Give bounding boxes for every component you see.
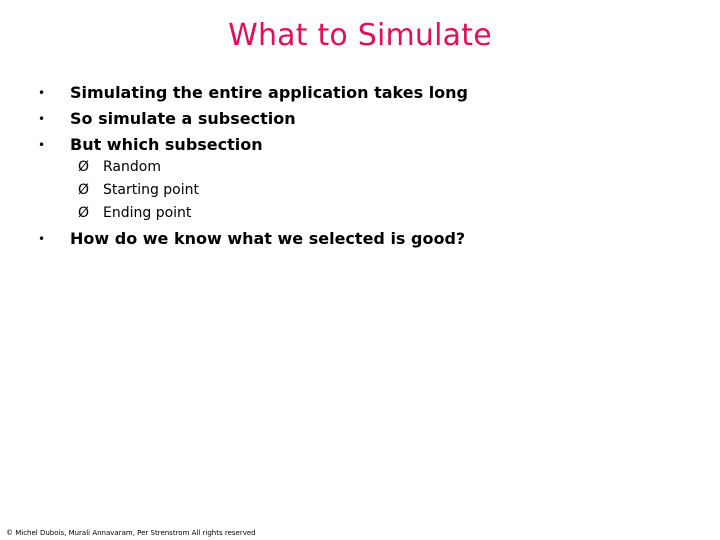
arrow-bullet-icon: Ø: [78, 205, 90, 221]
final-bullet-text: How do we know what we selected is good?: [70, 229, 466, 248]
bullet-dot-icon: •: [38, 232, 46, 246]
slide-title: What to Simulate: [228, 18, 492, 53]
bullet-dot-icon: •: [38, 86, 46, 100]
copyright-footer: © Michel Dubois, Murali Annavaram, Per Strenstrom All rights reserved: [6, 529, 256, 537]
bullet-text: But which subsection: [70, 135, 263, 154]
bullet-text: So simulate a subsection: [70, 109, 296, 128]
arrow-bullet-icon: Ø: [78, 159, 90, 175]
bullet-dot-icon: •: [38, 112, 46, 126]
bullet-dot-icon: •: [38, 138, 46, 152]
subbullet-text: Ending point: [103, 205, 192, 221]
subbullet-text: Starting point: [103, 182, 200, 198]
arrow-bullet-icon: Ø: [78, 182, 90, 198]
bullet-text: Simulating the entire application takes long: [70, 83, 469, 102]
subbullet-text: Random: [103, 159, 161, 175]
